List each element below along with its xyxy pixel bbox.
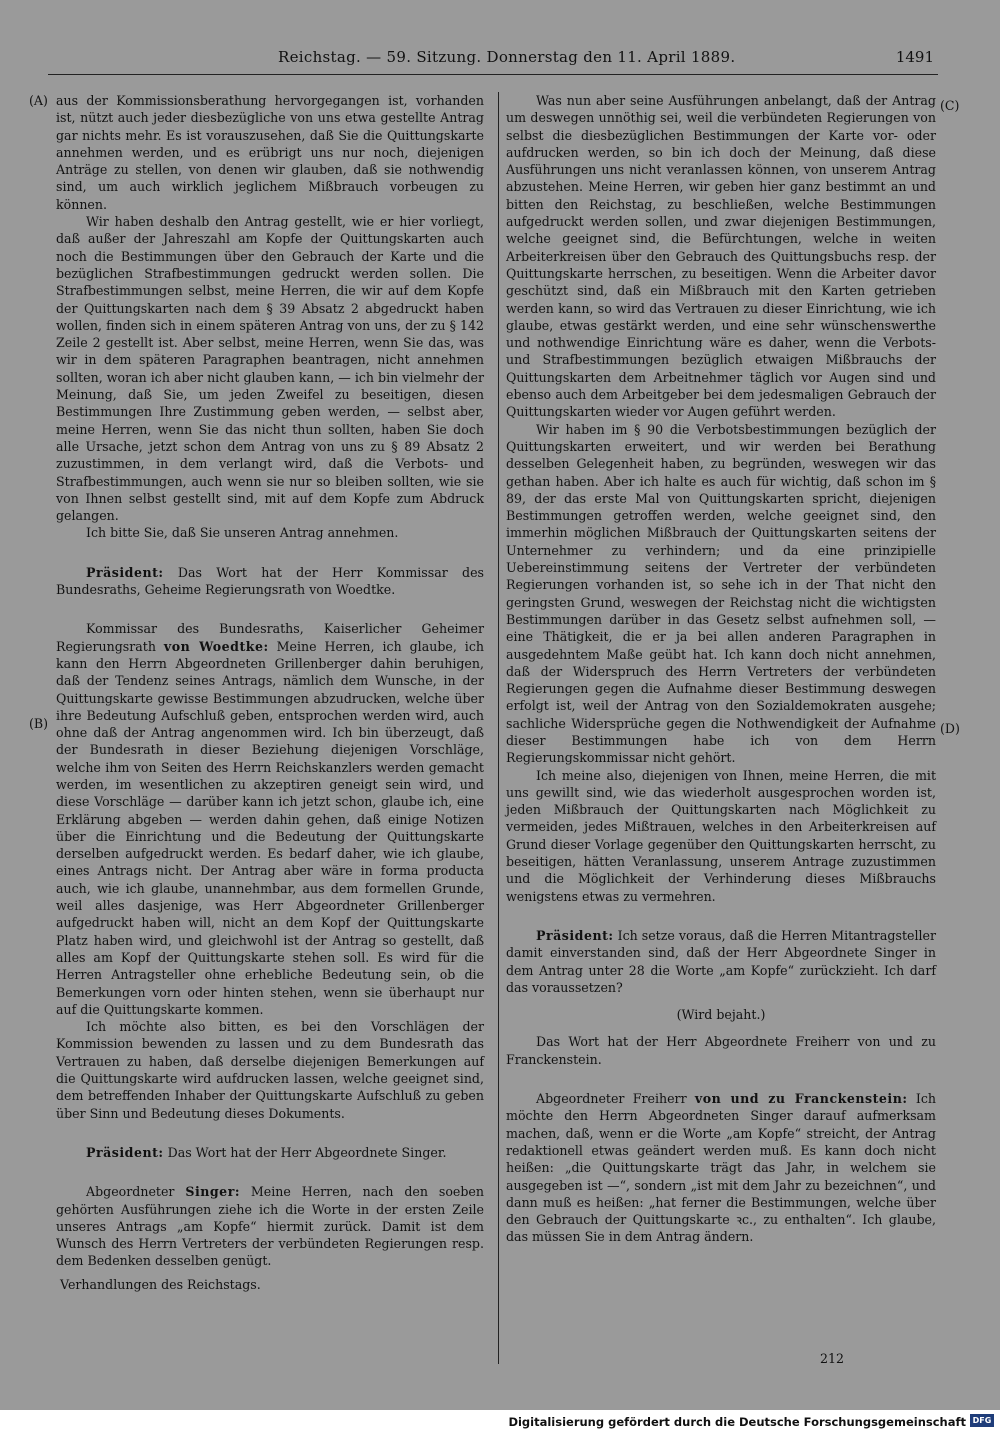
- speech-text: Ich möchte den Herrn Abgeordneten Singer darauf aufmerksam machen, daß, wenn er die Worte „am Kopfe“ streicht, der Antrag redaktionell etwas geändert werden muß. Es kann doch nicht heißen: „die Quittungskarte trägt das Jahr, in welchem sie ausgegeben ist —“, sondern „ist mit dem Jahr zu bezeichnen“, und dann muß es heißen: „hat ferner die Bestimmungen, welche über den Gebrauch der Quittungskarte ꝛc., zu enthalten“. Ich glaube, das müssen Sie in dem Antrag ändern.: [506, 1091, 936, 1245]
- speaker-name: Präsident:: [86, 564, 164, 580]
- left-column: [56, 92, 484, 1293]
- header-title: Reichstag. — 59. Sitzung. Donnerstag den 11. April 1889.: [278, 48, 736, 66]
- speech-text: Das Wort hat der Herr Abgeordnete Singer.: [167, 1144, 447, 1160]
- funding-credit: Digitalisierung gefördert durch die Deutsche Forschungsgemeinschaft: [508, 1415, 966, 1429]
- speech-singer: [56, 1183, 484, 1269]
- paragraph: Ich bitte Sie, daß Sie unseren Antrag annehmen.: [86, 525, 399, 541]
- speech-text: Meine Herren, ich glaube, ich kann den Herrn Abgeordneten Grillenberger dahin beruhigen, daß der Tendenz seines Antrags, nämlich dem Wunsche, in der Quittungskarte gewisse Bestimmungen abzudrucken, welche über ihre Bedeutung Aufschluß geben, entsprochen werden wird, auch ohne daß der Antrag angenommen wird. Ich bin überzeugt, daß der Bundesrath in dieser Beziehung diejenigen Vorschläge, welche ihm von Seiten des Herrn Reichskanzlers werden gemacht werden, im wesentlichen zu akzeptiren geneigt sein wird, und diese Vorschläge — darüber kann ich jetzt schon, glaube ich, eine Erklärung abgeben — werden dahin gehen, daß einige Notizen über die Einrichtung und die Bedeutung der Quittungskarte derselben aufgedruckt werden. Es bedarf daher, wie ich glaube, eines Antrags nicht. Der Antrag aber wäre in forma producta auch, wie ich glaube, unannehmbar, aus dem formellen Grunde, weil alles dasjenige, was Herr Abgeordneter Grillenberger aufgedruckt haben will, nicht an dem Kopf der Quittungskarte Platz haben wird, und gleichwohl ist der Antrag so gestellt, daß alles am Kopf der Quittungskarte stehen soll. Es wird für die Herren Antragsteller ohne erhebliche Bedeutung sein, ob die Bemerkungen vorn oder hinten stehen, wenn sie überhaupt nur auf die Quittungskarte kommen.: [56, 638, 484, 1017]
- margin-marker-c: (C): [940, 98, 960, 113]
- header-rule: [48, 74, 938, 75]
- speaker-name: Präsident:: [536, 927, 614, 943]
- margin-marker-a: (A): [29, 93, 48, 108]
- speaker-intro: Abgeordneter Freiherr: [536, 1091, 687, 1107]
- speech-text: Ich setze voraus, daß die Herren Mitantragsteller damit einverstanden sind, daß der Herr Abgeordnete Singer in dem Antrag unter 28 die Worte „am Kopfe“ zurückzieht. Ich darf das voraussetzen?: [506, 927, 936, 995]
- stage-direction: (Wird bejaht.): [676, 1007, 766, 1023]
- dfg-logo: DFG: [970, 1414, 994, 1427]
- right-column: [506, 92, 936, 1246]
- president-statement: [56, 1144, 484, 1161]
- speaker-name: Singer:: [185, 1184, 240, 1200]
- speech-woedtke: [56, 620, 484, 1018]
- sheet-signature: 212: [820, 1351, 845, 1366]
- margin-marker-b: (B): [29, 716, 49, 731]
- speaker-name: Präsident:: [86, 1144, 164, 1160]
- speaker-name: von und zu Franckenstein:: [694, 1091, 908, 1107]
- president-statement: [56, 564, 484, 599]
- paragraph: Wir haben deshalb den Antrag gestellt, wie er hier vorliegt, daß außer der Jahreszahl am Kopfe der Quittungskarten auch noch die Bestimmungen über den Gebrauch der Karte und die bezüglichen Strafbestimmungen gedruckt werden sollen. Die Strafbestimmungen selbst, meine Herren, die wir auf dem Kopfe der Quittungskarten nach dem § 39 Absatz 2 abgedruckt haben wollen, finden sich in einem späteren Antrag von uns, der zu § 142 Zeile 2 gestellt ist. Aber selbst, meine Herren, wenn Sie das, was wir in dem späteren Paragraphen beantragen, nicht annehmen sollten, woran ich aber nicht glauben kann, — ich bin vielmehr der Meinung, daß Sie, um jeden Zweifel zu beseitigen, diesen Bestimmungen Ihre Zustimmung geben werden, — selbst aber, meine Herren, wenn Sie das nicht thun sollten, haben Sie doch alle Ursache, jetzt schon dem Antrag von uns zu § 89 Absatz 2 zuzustimmen, in dem verlangt wird, daß die Verbots- und Strafbestimmungen, auch wenn sie nur so bleiben sollten, wie sie von Ihnen selbst gestellt sind, mit auf dem Kopfe zum Abdruck gelangen.: [56, 214, 484, 524]
- president-statement: Das Wort hat der Herr Abgeordnete Freiherr von und zu Franckenstein.: [506, 1034, 936, 1067]
- page-header: [28, 48, 940, 74]
- president-statement: [506, 927, 936, 996]
- speech-text: Meine Herren, nach den soeben gehörten Ausführungen ziehe ich die Worte in der ersten Zeile unseres Antrags „am Kopfe“ hiermit zurück. Damit ist dem Wunsch des Herrn Vertreters der verbündeten Regierungen resp. dem Bedenken desselben genügt.: [56, 1184, 484, 1269]
- paragraph: Wir haben im § 90 die Verbotsbestimmungen bezüglich der Quittungskarten erweitert, und wir werden bei Berathung desselben Gelegenheit haben, zu begründen, weswegen wir das gethan haben. Aber ich halte es auch für wichtig, daß schon im § 89, der das erste Mal von Quittungskarten spricht, diejenigen Bestimmungen getroffen werden, welche geeignet sind, den immerhin möglichen Mißbrauch der Quittungskarten seitens der Unternehmer zu verhindern; und da eine prinzipielle Uebereinstimmung seitens der Vertreter der verbündeten Regierungen vorhanden ist, so sehe ich in der That nicht den geringsten Grund, weswegen der Reichstag nicht die wichtigsten Bestimmungen darüber in das Gesetz selbst aufnehmen soll, — eine Thätigkeit, die er ja bei allen anderen Paragraphen in ausgedehntem Maße geübt hat. Ich kann doch nicht annehmen, daß der Widerspruch des Herrn Vertreters der verbündeten Regierungen gegen die Aufnahme dieser Bestimmung deswegen erfolgt ist, weil der Antrag von den Sozialdemokraten ausgehe; sachliche Widersprüche gegen die Nothwendigkeit der Aufnahme dieser Bestimmungen habe ich von dem Herrn Regierungskommissar nicht gehört.: [506, 421, 936, 766]
- speech-text: Das Wort hat der Herr Kommissar des Bundesraths, Geheime Regierungsrath von Woedtke.: [56, 564, 484, 598]
- speaker-intro: Kommissar des Bundesraths, Kaiserlicher Geheimer Regierungsrath: [56, 621, 484, 654]
- margin-marker-d: (D): [940, 721, 960, 736]
- speaker-intro: Abgeordneter: [86, 1184, 175, 1200]
- speech-franckenstein: [506, 1090, 936, 1246]
- paragraph: aus der Kommissionsberathung hervorgegangen ist, vorhanden ist, nützt auch jeder diesbezügliche von uns etwa gestellte Antrag gar nichts mehr. Es ist vorauszusehen, daß Sie die Quittungskarte annehmen werden, und es erübrigt uns nur noch, diejenigen Anträge zu stellen, von denen wir glauben, daß sie nothwendig sind, um auch wirklich jeglichem Mißbrauch vorbeugen zu können.: [56, 93, 484, 212]
- paragraph: Ich meine also, diejenigen von Ihnen, meine Herren, die mit uns gewillt sind, wie das wiederholt ausgesprochen worden ist, jeden Mißbrauch der Quittungskarten nach Möglichkeit zu vermeiden, jedes Mißtrauen, welches in den Arbeiterkreisen auf Grund dieser Vorlage gegenüber den Quittungskarten herrscht, zu beseitigen, hätten Veranlassung, unserem Antrage zuzustimmen und die Möglichkeit der Verhinderung dieses Mißbrauchs wenigstens etwas zu vermehren.: [506, 767, 936, 904]
- speaker-name: von Woedtke:: [163, 638, 269, 654]
- paragraph: Was nun aber seine Ausführungen anbelangt, daß der Antrag um deswegen unnöthig sei, weil die verbündeten Regierungen von selbst die diesbezüglichen Bestimmungen der Karte vor- oder aufdrucken werden, so bin ich doch der Meinung, daß diese Ausführungen uns nicht veranlassen können, von unserem Antrag abzustehen. Meine Herren, wir geben hier ganz bestimmt an und bitten den Reichstag, zu beschließen, welche Bestimmungen aufgedruckt werden sollen, und zwar diejenigen Bestimmungen, welche geeignet sind, die Befürchtungen, welche in weiten Arbeiterkreisen über den Gebrauch des Quittungsbuchs resp. der Quittungskarte herrschen, zu beseitigen. Wenn die Arbeiter davor geschützt sind, daß ein Mißbrauch mit den Karten getrieben werden kann, so wird das Vertrauen zu dieser Einrichtung, wie ich glaube, etwas gestärkt werden, und eine sehr wünschenswerthe und nothwendige Einrichtung wäre es daher, wenn die Verbots- und Strafbestimmungen bezüglich etwaigen Mißbrauchs der Quittungskarten dem Arbeitnehmer täglich vor Augen sind und ebenso auch dem Arbeitgeber bei dem jedesmaligen Gebrauch der Quittungskarten wieder vor Augen geführt werden.: [506, 93, 936, 420]
- page-number: 1491: [895, 48, 934, 66]
- paragraph: Ich möchte also bitten, es bei den Vorschlägen der Kommission bewenden zu lassen und zu dem Bundesrath das Vertrauen zu haben, daß derselbe diejenigen Bemerkungen auf die Quittungskarte wird aufdrucken lassen, welche geeignet sind, dem betreffenden Inhaber der Quittungskarte Aufschluß zu geben über Sinn und Bedeutung dieses Dokuments.: [56, 1019, 484, 1121]
- column-divider: [498, 92, 499, 1364]
- footer-left: Verhandlungen des Reichstags.: [60, 1276, 261, 1292]
